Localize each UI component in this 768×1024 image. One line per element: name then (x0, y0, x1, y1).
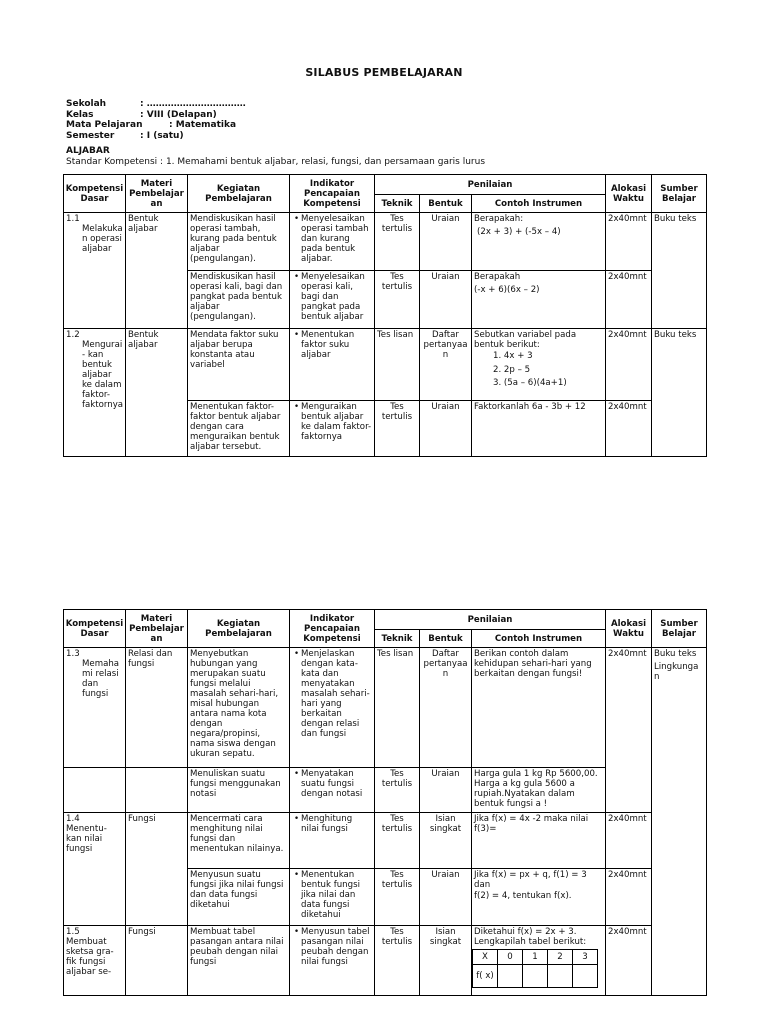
value-table-cell[interactable] (498, 965, 523, 988)
sekolah-value: : …………………………… (140, 99, 246, 109)
contoh-cell: Diketahui f(x) = 2x + 3. Lengkapilah tabel berikut: X 0 1 2 3 f( x) (472, 926, 606, 996)
alokasi-cell: 2x40mnt (606, 869, 652, 926)
materi-cell: Fungsi (126, 926, 188, 996)
value-table-cell[interactable] (523, 965, 548, 988)
value-table-cell: X (473, 950, 498, 965)
kegiatan-cell: Menentukan faktor-faktor bentuk aljabar dengan cara menguraikan bentuk aljabar tersebut. (188, 401, 290, 457)
sumber-cell: Buku teks (652, 329, 707, 457)
materi-cell: Bentuk aljabar (126, 329, 188, 457)
sumber-cell: Buku teks (652, 213, 707, 329)
kegiatan-cell: Menuliskan suatu fungsi menggunakan notasi (188, 768, 290, 813)
alokasi-cell: 2x40mnt (606, 271, 652, 329)
alokasi-cell: 2x40mnt (606, 329, 652, 401)
alokasi-cell: 2x40mnt (606, 813, 652, 869)
header-kegiatan: Kegiatan Pembelajaran (188, 610, 290, 648)
materi-cell: Fungsi (126, 813, 188, 926)
teknik-cell: Tes tertulis (375, 926, 420, 996)
materi-cell: Relasi dan fungsi (126, 648, 188, 768)
contoh-cell: Sebutkan variabel pada bentuk berikut: 1. 4x + 3 2. 2p – 5 3. (5a – 6)(4a+1) (472, 329, 606, 401)
kd-cell: 1.1 Melakuka n operasi aljabar (64, 213, 126, 329)
header-alokasi: Alokasi Waktu (606, 175, 652, 213)
header-teknik: Teknik (375, 195, 420, 213)
header-indikator: Indikator Pencapaian Kompetensi (290, 175, 375, 213)
alokasi-cell: 2x40mnt (606, 401, 652, 457)
syllabus-table-1 (63, 174, 707, 457)
bentuk-cell: Isian singkat (420, 926, 472, 996)
list-item: 3. (5a – 6)(4a+1) (493, 378, 567, 388)
kd-cell (64, 768, 126, 813)
bentuk-cell: Uraian (420, 768, 472, 813)
kegiatan-cell: Mencermati cara menghitung nilai fungsi dan menentukan nilainya. (188, 813, 290, 869)
header-materi: Materi Pembelajar an (126, 175, 188, 213)
header-materi: Materi Pembelajar an (126, 610, 188, 648)
teknik-cell: Tes lisan (375, 648, 420, 768)
kelas-value: : VIII (Delapan) (140, 109, 217, 120)
contoh-cell: Faktorkanlah 6a - 3b + 12 (472, 401, 606, 457)
teknik-cell: Tes tertulis (375, 213, 420, 271)
indikator-cell: • Menentukan bentuk fungsi jika nilai dan data fungsi diketahui (290, 869, 375, 926)
contoh-cell: Berapakah (-x + 6)(6x – 2) (472, 271, 606, 329)
header-alokasi: Alokasi Waktu (606, 610, 652, 648)
list-item: 1. 4x + 3 (493, 351, 533, 361)
list-item: 2. 2p – 5 (493, 364, 531, 375)
header-kd: Kompetensi Dasar (64, 175, 126, 213)
bentuk-cell: Uraian (420, 213, 472, 271)
indikator-cell: • Menjelaskan dengan kata-kata dan menyatakan masalah sehari-hari yang berkaitan dengan relasi dan fungsi (290, 648, 375, 768)
sekolah-label: Sekolah (66, 99, 107, 109)
kegiatan-cell: Membuat tabel pasangan antara nilai peubah dengan nilai fungsi (188, 926, 290, 996)
mapel-value: : Matematika (169, 120, 237, 130)
indikator-cell: • Menyatakan suatu fungsi dengan notasi (290, 768, 375, 813)
teknik-cell: Tes lisan (375, 329, 420, 401)
bentuk-cell: Uraian (420, 401, 472, 457)
alokasi-cell: 2x40mnt (606, 648, 652, 813)
indikator-cell: • Menyelesaikan operasi kali, bagi dan pangkat pada bentuk aljabar (290, 271, 375, 329)
kegiatan-cell: Menyebutkan hubungan yang merupakan suatu fungsi melalui masalah sehari-hari, misal hubungan antara nama kota dengan negara/propinsi, nama siswa dengan ukuran sepatu. (188, 648, 290, 768)
indikator-cell: • Menentukan faktor suku aljabar (290, 329, 375, 401)
header-teknik: Teknik (375, 630, 420, 648)
header-bentuk: Bentuk (420, 195, 472, 213)
contoh-cell: Jika f(x) = px + q, f(1) = 3 dan f(2) = 4, tentukan f(x). (472, 869, 606, 926)
semester-label: Semester (66, 130, 115, 141)
mapel-label: Mata Pelajaran (66, 120, 143, 130)
contoh-cell: Jika f(x) = 4x -2 maka nilai f(3)= (472, 813, 606, 869)
page-title: SILABUS PEMBELAJARAN (305, 66, 463, 79)
kd-cell: 1.2 Mengurai - kan bentuk aljabar ke dalam faktor-faktornya (64, 329, 126, 457)
value-table-cell: 0 (498, 950, 523, 965)
materi-cell (126, 768, 188, 813)
header-sumber: Sumber Belajar (652, 175, 707, 213)
value-table-cell: 1 (523, 950, 548, 965)
contoh-cell: Harga gula 1 kg Rp 5600,00. Harga a kg gula 5600 a rupiah.Nyatakan dalam bentuk fungsi a ! (472, 768, 606, 813)
kegiatan-cell: Mendiskusikan hasil operasi tambah, kurang pada bentuk aljabar (pengulangan). (188, 213, 290, 271)
table-row (64, 813, 707, 869)
value-table-cell[interactable] (573, 965, 598, 988)
bentuk-cell: Daftar pertanyaa n (420, 329, 472, 401)
table-row (64, 213, 707, 271)
value-table-cell[interactable] (548, 965, 573, 988)
header-indikator: Indikator Pencapaian Kompetensi (290, 610, 375, 648)
materi-cell: Bentuk aljabar (126, 213, 188, 329)
header-penilaian: Penilaian (375, 175, 606, 195)
indikator-cell: • Menyusun tabel pasangan nilai peubah dengan nilai fungsi (290, 926, 375, 996)
value-table-cell: 3 (573, 950, 598, 965)
kd-cell: 1.4 Menentu- kan nilai fungsi (64, 813, 126, 926)
value-table-cell: 2 (548, 950, 573, 965)
alokasi-cell: 2x40mnt (606, 926, 652, 996)
indikator-cell: • Menyelesaikan operasi tambah dan kurang pada bentuk aljabar. (290, 213, 375, 271)
kelas-label: Kelas (66, 109, 94, 120)
standar-kompetensi: Standar Kompetensi : 1. Memahami bentuk aljabar, relasi, fungsi, dan persamaan garis lurus (66, 157, 486, 167)
teknik-cell: Tes tertulis (375, 813, 420, 869)
value-table (472, 949, 598, 988)
table-row (64, 926, 707, 996)
kegiatan-cell: Mendata faktor suku aljabar berupa konstanta atau variabel (188, 329, 290, 401)
kegiatan-cell: Mendiskusikan hasil operasi kali, bagi dan pangkat pada bentuk aljabar (pengulangan). (188, 271, 290, 329)
bentuk-cell: Uraian (420, 869, 472, 926)
header-bentuk: Bentuk (420, 630, 472, 648)
contoh-cell: Berapakah: (2x + 3) + (-5x – 4) (472, 213, 606, 271)
indikator-cell: • Menguraikan bentuk aljabar ke dalam faktor-faktornya (290, 401, 375, 457)
value-table-cell: f( x) (473, 965, 498, 988)
teknik-cell: Tes tertulis (375, 768, 420, 813)
kegiatan-cell: Menyusun suatu fungsi jika nilai fungsi dan data fungsi diketahui (188, 869, 290, 926)
teknik-cell: Tes tertulis (375, 271, 420, 329)
teknik-cell: Tes tertulis (375, 869, 420, 926)
kd-cell: 1.5 Membuat sketsa gra-fik fungsi aljabar se- (64, 926, 126, 996)
bentuk-cell: Daftar pertanyaa n (420, 648, 472, 768)
teknik-cell: Tes tertulis (375, 401, 420, 457)
table-row (64, 329, 707, 401)
bentuk-cell: Isian singkat (420, 813, 472, 869)
semester-value: : I (satu) (140, 130, 184, 141)
header-kegiatan: Kegiatan Pembelajaran (188, 175, 290, 213)
header-sumber: Sumber Belajar (652, 610, 707, 648)
kd-cell: 1.3 Memaha mi relasi dan fungsi (64, 648, 126, 768)
bentuk-cell: Uraian (420, 271, 472, 329)
header-contoh: Contoh Instrumen (472, 195, 606, 213)
sumber-cell: Buku teks Lingkunga n (652, 648, 707, 996)
header-kd: Kompetensi Dasar (64, 610, 126, 648)
contoh-cell: Berikan contoh dalam kehidupan sehari-hari yang berkaitan dengan fungsi! (472, 648, 606, 768)
topic-heading: ALJABAR (66, 146, 110, 156)
indikator-cell: • Menghitung nilai fungsi (290, 813, 375, 869)
syllabus-table-2 (63, 609, 707, 996)
alokasi-cell: 2x40mnt (606, 213, 652, 271)
header-penilaian: Penilaian (375, 610, 606, 630)
table-row (64, 648, 707, 768)
header-contoh: Contoh Instrumen (472, 630, 606, 648)
